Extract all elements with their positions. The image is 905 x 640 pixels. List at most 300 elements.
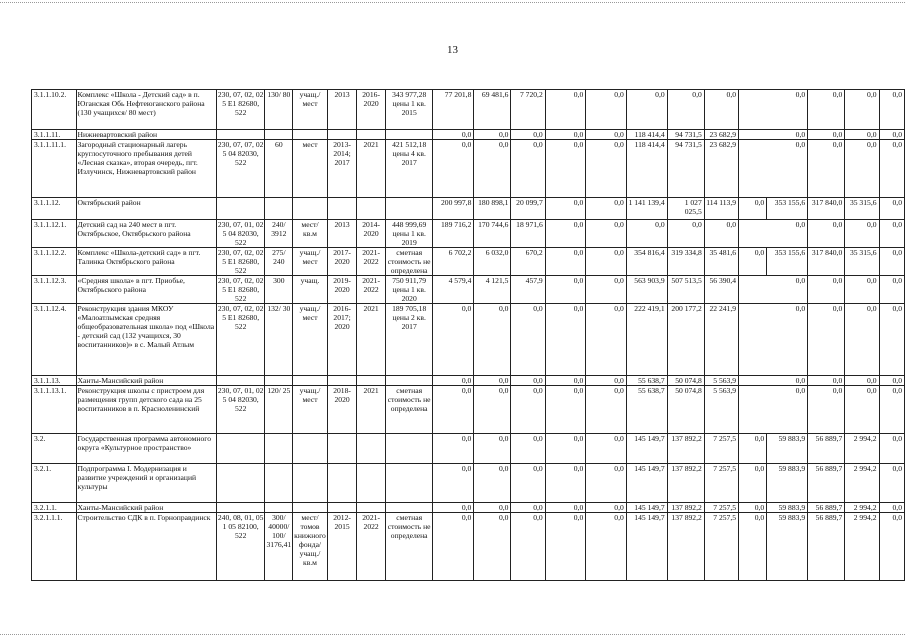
estimated-cost: 189 705,18 цены 2 кв. 2017: [385, 304, 433, 376]
value-cell: 0,0: [586, 434, 627, 464]
value-cell: 0,0: [879, 513, 904, 581]
value-cell: 0,0: [433, 503, 474, 513]
capacity: 240/ 3912: [265, 220, 293, 248]
object-name: Реконструкция здания МКОУ «Малоатлымская средняя общеобразовательная школа» под «Школа - детский сад (132 учащихся, 30 воспитанников)» в с. Малый Атлым: [76, 304, 216, 376]
value-cell: 222 419,1: [626, 304, 667, 376]
object-name: Реконструкция школы с пристроем для размещения групп детского сада на 25 воспитанников в п. Красноленинский: [76, 386, 216, 434]
unit: мест/ кв.м: [293, 220, 328, 248]
object-name: Октябрьский район: [76, 198, 216, 220]
value-cell: 0,0: [474, 376, 511, 386]
value-cell: 0,0: [739, 513, 767, 581]
capacity: 132/ 30: [265, 304, 293, 376]
value-cell: 0,0: [545, 386, 586, 434]
unit: учащ.: [293, 276, 328, 304]
value-cell: 0,0: [433, 140, 474, 198]
value-cell: 0,0: [879, 376, 904, 386]
value-cell: 0,0: [511, 503, 545, 513]
value-cell: 200 997,8: [433, 198, 474, 220]
design-years: 2013: [327, 220, 357, 248]
value-cell: 0,0: [545, 503, 586, 513]
value-cell: 189 716,2: [433, 220, 474, 248]
capacity: 300/ 40000/ 100/ 3176,41: [265, 513, 293, 581]
value-cell: 0,0: [433, 304, 474, 376]
item-number: 3.1.1.13.: [32, 376, 77, 386]
value-cell: 0,0: [739, 434, 767, 464]
table-row: [32, 276, 905, 304]
value-cell: 0,0: [626, 220, 667, 248]
value-cell: 353 155,6: [767, 198, 808, 220]
design-years: [327, 503, 357, 513]
value-cell: 0,0: [511, 130, 545, 140]
value-cell: 4 579,4: [433, 276, 474, 304]
object-name: Ханты-Мансийский район: [76, 503, 216, 513]
value-cell: 0,0: [879, 220, 904, 248]
build-years: 2014-2020: [357, 220, 386, 248]
value-cell: 0,0: [739, 248, 767, 276]
table-row: [32, 248, 905, 276]
value-cell: 0,0: [511, 376, 545, 386]
value-cell: 0,0: [739, 503, 767, 513]
table-row: [32, 304, 905, 376]
value-cell: 0,0: [433, 513, 474, 581]
item-number: 3.2.1.1.: [32, 503, 77, 513]
unit: мест: [293, 140, 328, 198]
value-cell: 0,0: [808, 376, 845, 386]
table-row: [32, 198, 905, 220]
object-name: «Средняя школа» в пгт. Приобье, Октябрьского района: [76, 276, 216, 304]
value-cell: 0,0: [545, 198, 586, 220]
value-cell: 0,0: [586, 304, 627, 376]
unit: мест/ томов книжного фонда/ учащ./ кв.м: [293, 513, 328, 581]
estimated-cost: 421 512,18 цены 4 кв. 2017: [385, 140, 433, 198]
value-cell: 0,0: [879, 90, 904, 130]
value-cell: 50 074,8: [667, 376, 704, 386]
value-cell: 0,0: [586, 90, 627, 130]
build-years: 2021: [357, 304, 386, 376]
value-cell: 59 883,9: [767, 464, 808, 503]
object-name: Комплекс «Школа - Детский сад» в п. Юганская Обь Нефтеюганского района (130 учащихся/ 80 мест): [76, 90, 216, 130]
value-cell: 18 971,6: [511, 220, 545, 248]
value-cell: 0,0: [586, 130, 627, 140]
unit: учащ./ мест: [293, 248, 328, 276]
value-cell: 0,0: [739, 386, 808, 434]
capacity: [265, 434, 293, 464]
value-cell: 7 257,5: [704, 503, 738, 513]
value-cell: 23 682,9: [704, 130, 738, 140]
value-cell: 0,0: [474, 140, 511, 198]
value-cell: 137 892,2: [667, 464, 704, 503]
value-cell: 0,0: [808, 304, 845, 376]
unit: [293, 464, 328, 503]
value-cell: 0,0: [545, 513, 586, 581]
value-cell: 507 513,5: [667, 276, 704, 304]
table-row: [32, 434, 905, 464]
value-cell: 22 241,9: [704, 304, 738, 376]
build-years: 2021-2022: [357, 513, 386, 581]
value-cell: 0,0: [739, 276, 808, 304]
value-cell: 0,0: [879, 304, 904, 376]
value-cell: 0,0: [511, 464, 545, 503]
scan-edge-bottom: [0, 634, 905, 635]
value-cell: 0,0: [739, 304, 808, 376]
budget-code: 230, 07, 02, 02 5 E1 82680, 522: [217, 248, 264, 275]
budget-code: [216, 464, 265, 503]
design-years: 2013: [327, 90, 357, 130]
estimated-cost: 448 999,69 цены 1 кв. 2019: [385, 220, 433, 248]
value-cell: 4 121,5: [474, 276, 511, 304]
value-cell: 0,0: [474, 464, 511, 503]
object-name: Загородный стационарный лагерь круглосуточного пребывания детей «Лесная сказка», вторая очередь, пгт. Излучинск, Нижневартовский район: [76, 140, 216, 198]
table-row: [32, 503, 905, 513]
estimated-cost: [385, 198, 433, 220]
value-cell: 0,0: [586, 220, 627, 248]
value-cell: 0,0: [586, 198, 627, 220]
value-cell: 0,0: [845, 276, 879, 304]
value-cell: 35 481,6: [704, 248, 738, 276]
object-name: Детский сад на 240 мест в пгт. Октябрьское, Октябрьского района: [76, 220, 216, 248]
value-cell: 0,0: [808, 220, 845, 248]
value-cell: 0,0: [808, 276, 845, 304]
build-years: 2016-2020: [357, 90, 386, 130]
table-row: [32, 90, 905, 130]
capacity: [265, 464, 293, 503]
value-cell: 180 898,1: [474, 198, 511, 220]
value-cell: 0,0: [511, 304, 545, 376]
value-cell: 2 994,2: [845, 434, 879, 464]
value-cell: 0,0: [879, 503, 904, 513]
value-cell: 0,0: [739, 220, 808, 248]
design-years: [327, 198, 357, 220]
value-cell: 0,0: [739, 140, 808, 198]
value-cell: 94 731,5: [667, 140, 704, 198]
value-cell: 319 334,8: [667, 248, 704, 276]
value-cell: 0,0: [879, 198, 904, 220]
build-years: 2021: [357, 140, 386, 198]
budget-code: [216, 198, 265, 220]
estimated-cost: 750 911,79 цены 1 кв. 2020: [385, 276, 433, 304]
capacity: 60: [265, 140, 293, 198]
value-cell: 0,0: [739, 464, 767, 503]
design-years: 2016-2017; 2020: [327, 304, 357, 376]
value-cell: 0,0: [474, 130, 511, 140]
value-cell: 170 744,6: [474, 220, 511, 248]
capacity: [265, 198, 293, 220]
value-cell: 0,0: [545, 220, 586, 248]
value-cell: 0,0: [879, 276, 904, 304]
value-cell: 0,0: [474, 513, 511, 581]
estimated-cost: [385, 130, 433, 140]
value-cell: 0,0: [879, 248, 904, 276]
table-row: [32, 376, 905, 386]
capacity: [265, 503, 293, 513]
value-cell: 457,9: [511, 276, 545, 304]
value-cell: 56 390,4: [704, 276, 738, 304]
value-cell: 0,0: [845, 130, 879, 140]
estimated-cost: [385, 503, 433, 513]
value-cell: 0,0: [433, 386, 474, 434]
object-name: Ханты-Мансийский район: [76, 376, 216, 386]
build-years: [357, 434, 386, 464]
value-cell: 2 994,2: [845, 503, 879, 513]
value-cell: 118 414,4: [626, 140, 667, 198]
estimated-cost: [385, 464, 433, 503]
value-cell: 0,0: [808, 140, 845, 198]
design-years: 2017-2020: [327, 248, 357, 276]
value-cell: 0,0: [545, 140, 586, 198]
budget-code: 230, 07, 01, 02 5 04 82030, 522: [216, 386, 265, 434]
value-cell: 563 903,9: [626, 276, 667, 304]
value-cell: 0,0: [511, 434, 545, 464]
table-row: [32, 513, 905, 581]
value-cell: 0,0: [808, 90, 845, 130]
capacity: 275/ 240: [265, 248, 293, 276]
table-row: [32, 140, 905, 198]
value-cell: 0,0: [433, 434, 474, 464]
budget-code: [216, 376, 265, 386]
item-number: 3.1.1.11.1.: [32, 140, 77, 198]
budget-code: 230, 07, 07, 02 5 04 82030, 522: [216, 140, 265, 198]
value-cell: 0,0: [545, 276, 586, 304]
value-cell: 145 149,7: [626, 464, 667, 503]
value-cell: 0,0: [433, 376, 474, 386]
capacity: [265, 376, 293, 386]
value-cell: 118 414,4: [626, 130, 667, 140]
value-cell: 0,0: [879, 434, 904, 464]
value-cell: 59 883,9: [767, 513, 808, 581]
value-cell: 0,0: [704, 220, 738, 248]
item-number: 3.1.1.12.2.: [32, 248, 77, 276]
object-name: Строительство СДК в п. Горноправдинск: [76, 513, 216, 581]
value-cell: 0,0: [845, 386, 879, 434]
capacity: 130/ 80: [265, 90, 293, 130]
value-cell: 0,0: [586, 276, 627, 304]
value-cell: 0,0: [879, 464, 904, 503]
estimated-cost: сметная стоимость не определена: [385, 248, 433, 276]
object-name: Подпрограмма I. Модернизация и развитие учреждений и организаций культуры: [76, 464, 216, 503]
value-cell: 0,0: [739, 376, 808, 386]
value-cell: 0,0: [626, 90, 667, 130]
budget-code: 240, 08, 01, 05 1 05 82100, 522: [216, 513, 265, 581]
build-years: [357, 464, 386, 503]
value-cell: 35 315,6: [845, 198, 879, 220]
value-cell: 55 638,7: [626, 376, 667, 386]
design-years: 2012-2015: [327, 513, 357, 581]
design-years: [327, 376, 357, 386]
unit: учащ./ мест: [293, 90, 328, 130]
value-cell: 56 889,7: [808, 434, 845, 464]
value-cell: 0,0: [879, 386, 904, 434]
capacity: [265, 130, 293, 140]
object-name: Государственная программа автономного округа «Культурное пространство»: [76, 434, 216, 464]
build-years: 2021-2022: [357, 276, 386, 304]
build-years: 2021-2022: [357, 248, 386, 276]
item-number: 3.1.1.12.4.: [32, 304, 77, 376]
value-cell: 0,0: [474, 304, 511, 376]
value-cell: 137 892,2: [667, 503, 704, 513]
value-cell: 145 149,7: [626, 434, 667, 464]
estimated-cost: [385, 434, 433, 464]
value-cell: 35 315,6: [845, 248, 879, 276]
value-cell: 354 816,4: [626, 248, 667, 276]
item-number: 3.2.1.1.1.: [32, 513, 77, 581]
item-number: 3.1.1.11.: [32, 130, 77, 140]
value-cell: 23 682,9: [704, 140, 738, 198]
value-cell: 0,0: [586, 513, 627, 581]
value-cell: 0,0: [667, 90, 704, 130]
value-cell: 353 155,6: [767, 248, 808, 276]
table-row: [32, 130, 905, 140]
value-cell: 1 027 025,5: [667, 198, 704, 220]
value-cell: 0,0: [845, 304, 879, 376]
item-number: 3.1.1.13.1.: [32, 386, 77, 434]
value-cell: 0,0: [474, 434, 511, 464]
value-cell: 2 994,2: [845, 513, 879, 581]
value-cell: 0,0: [586, 140, 627, 198]
unit: [293, 503, 328, 513]
unit: [293, 376, 328, 386]
value-cell: 0,0: [433, 130, 474, 140]
budget-code: [216, 130, 265, 140]
budget-code: [216, 503, 265, 513]
value-cell: 6 032,0: [474, 248, 511, 276]
value-cell: 0,0: [545, 376, 586, 386]
value-cell: 145 149,7: [626, 503, 667, 513]
estimated-cost: сметная стоимость не определена: [385, 513, 433, 581]
value-cell: 137 892,2: [667, 513, 704, 581]
value-cell: 7 257,5: [704, 434, 738, 464]
value-cell: 145 149,7: [626, 513, 667, 581]
design-years: [327, 130, 357, 140]
build-years: [357, 503, 386, 513]
design-years: 2019-2020: [327, 276, 357, 304]
value-cell: 0,0: [845, 220, 879, 248]
value-cell: 0,0: [739, 130, 808, 140]
value-cell: 56 889,7: [808, 464, 845, 503]
value-cell: 670,2: [511, 248, 545, 276]
value-cell: 0,0: [739, 90, 808, 130]
value-cell: 0,0: [474, 503, 511, 513]
value-cell: 94 731,5: [667, 130, 704, 140]
value-cell: 0,0: [586, 248, 627, 276]
unit: [293, 198, 328, 220]
value-cell: 56 889,7: [808, 513, 845, 581]
value-cell: 0,0: [586, 376, 627, 386]
budget-code: 230, 07, 02, 02 5 E1 82680, 522: [216, 90, 265, 130]
item-number: 3.1.1.12.3.: [32, 276, 77, 304]
design-years: [327, 434, 357, 464]
value-cell: 317 840,0: [808, 248, 845, 276]
value-cell: 0,0: [511, 140, 545, 198]
estimated-cost: [385, 376, 433, 386]
value-cell: 0,0: [879, 130, 904, 140]
value-cell: 0,0: [545, 434, 586, 464]
value-cell: 5 563,9: [704, 386, 738, 434]
table-row: [32, 386, 905, 434]
value-cell: 59 883,9: [767, 503, 808, 513]
value-cell: 69 481,6: [474, 90, 511, 130]
value-cell: 7 720,2: [511, 90, 545, 130]
value-cell: 0,0: [739, 198, 767, 220]
value-cell: 56 889,7: [808, 503, 845, 513]
budget-table: [31, 89, 905, 581]
value-cell: 0,0: [545, 90, 586, 130]
capacity: 300: [265, 276, 293, 304]
build-years: [357, 130, 386, 140]
design-years: [327, 464, 357, 503]
value-cell: 0,0: [879, 140, 904, 198]
build-years: [357, 376, 386, 386]
value-cell: 0,0: [545, 304, 586, 376]
budget-code: 230, 07, 02, 02 5 E1 82680, 522: [216, 304, 265, 376]
scan-edge-top: [0, 2, 905, 3]
value-cell: 0,0: [545, 130, 586, 140]
design-years: 2018-2020: [327, 386, 357, 434]
value-cell: 0,0: [845, 376, 879, 386]
table-row: [32, 220, 905, 248]
value-cell: 7 257,5: [704, 464, 738, 503]
item-number: 3.1.1.12.: [32, 198, 77, 220]
value-cell: 0,0: [545, 464, 586, 503]
capacity: 120/ 25: [265, 386, 293, 434]
page-number: 13: [447, 44, 458, 56]
build-years: [357, 198, 386, 220]
value-cell: 1 141 139,4: [626, 198, 667, 220]
value-cell: 0,0: [704, 90, 738, 130]
value-cell: 137 892,2: [667, 434, 704, 464]
value-cell: 317 840,0: [808, 198, 845, 220]
item-number: 3.1.1.10.2.: [32, 90, 77, 130]
value-cell: 0,0: [511, 386, 545, 434]
value-cell: 0,0: [474, 386, 511, 434]
value-cell: 0,0: [433, 464, 474, 503]
value-cell: 0,0: [586, 386, 627, 434]
value-cell: 0,0: [545, 248, 586, 276]
value-cell: 114 113,9: [704, 198, 738, 220]
value-cell: 77 201,8: [433, 90, 474, 130]
value-cell: 0,0: [845, 90, 879, 130]
item-number: 3.1.1.12.1.: [32, 220, 77, 248]
value-cell: 0,0: [586, 464, 627, 503]
value-cell: 50 074,8: [667, 386, 704, 434]
value-cell: 7 257,5: [704, 513, 738, 581]
value-cell: 6 702,2: [433, 248, 474, 276]
value-cell: 0,0: [586, 503, 627, 513]
value-cell: 200 177,2: [667, 304, 704, 376]
value-cell: 0,0: [511, 513, 545, 581]
value-cell: 5 563,9: [704, 376, 738, 386]
estimated-cost: сметная стоимость не определена: [385, 386, 433, 434]
budget-code: [216, 434, 265, 464]
value-cell: 0,0: [845, 140, 879, 198]
budget-code: 230, 07, 02, 02 5 E1 82680, 522: [217, 276, 264, 303]
estimated-cost: 343 977,28 цены 1 кв. 2015: [385, 90, 433, 130]
value-cell: 2 994,2: [845, 464, 879, 503]
build-years: 2021: [357, 386, 386, 434]
item-number: 3.2.1.: [32, 464, 77, 503]
unit: учащ./ мест: [293, 386, 328, 434]
value-cell: 59 883,9: [767, 434, 808, 464]
table-row: [32, 464, 905, 503]
unit: [293, 130, 328, 140]
value-cell: 0,0: [667, 220, 704, 248]
unit: [293, 434, 328, 464]
unit: учащ./ мест: [293, 304, 328, 376]
design-years: 2013-2014; 2017: [327, 140, 357, 198]
item-number: 3.2.: [32, 434, 77, 464]
value-cell: 20 099,7: [511, 198, 545, 220]
value-cell: 0,0: [808, 130, 845, 140]
object-name: Нижневартовский район: [76, 130, 216, 140]
